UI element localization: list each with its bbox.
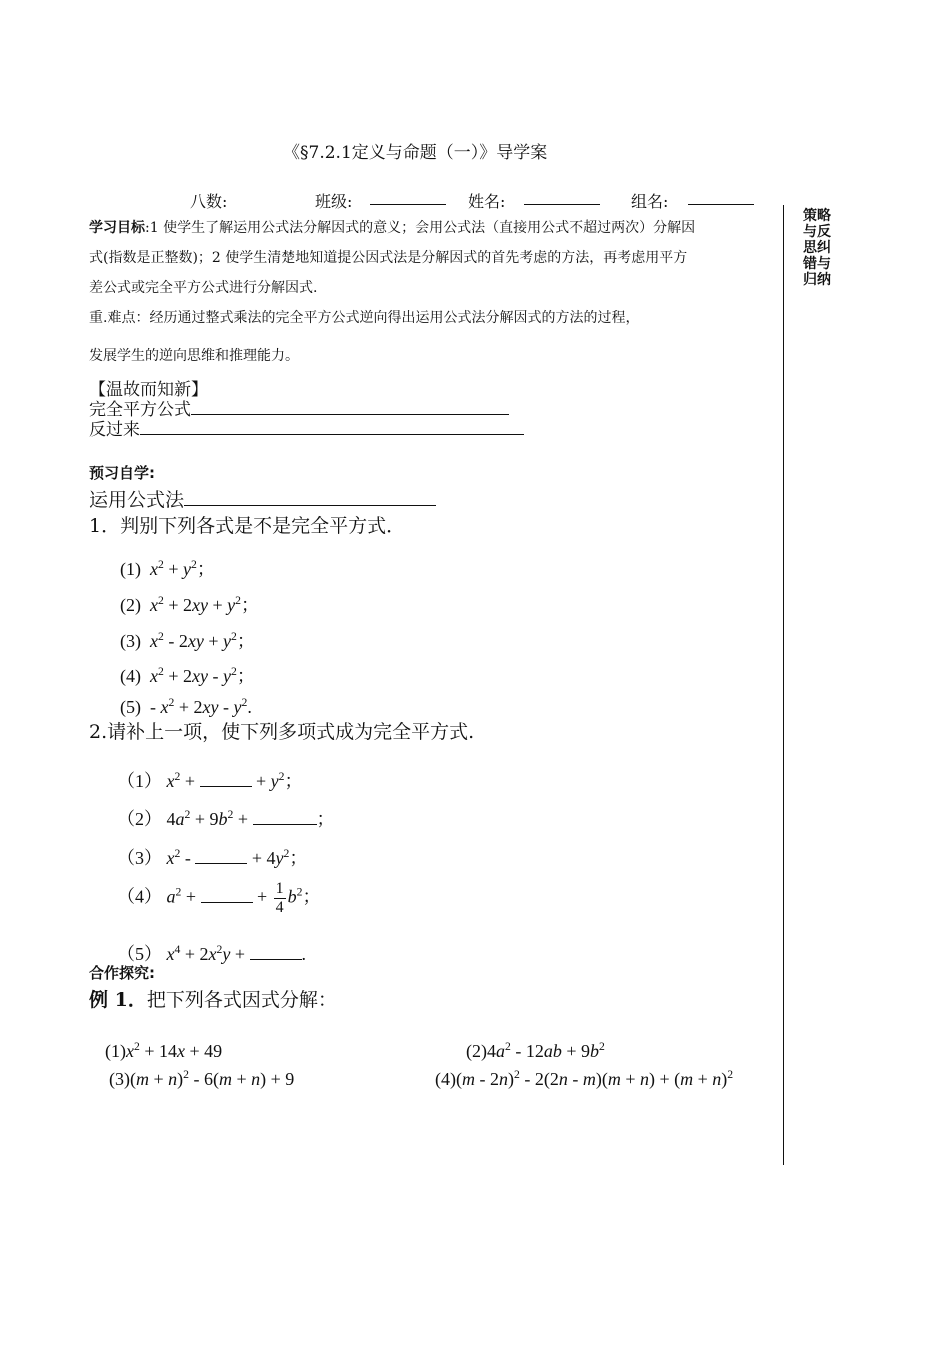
review-line-2 xyxy=(89,415,524,440)
group-label: 组名: xyxy=(631,192,669,211)
class-field[interactable] xyxy=(370,190,446,205)
review-line-1-label: 完全平方公式 xyxy=(89,400,191,420)
example-item-3: $(3)(m + n)^2 - 6(m + n) + 9$ xyxy=(109,1068,295,1089)
q1-item-3: (3) $x^2 - 2xy + y^2$； xyxy=(120,630,255,651)
name-field[interactable] xyxy=(524,190,600,205)
side-note-line: 错与 xyxy=(803,256,831,272)
side-note-line: 策略 xyxy=(803,208,831,224)
method-blank[interactable] xyxy=(184,487,436,506)
key-points-line-2: 发展学生的逆向思维和推理能力。 xyxy=(89,348,299,364)
example-item-2: $(2)4a^2 - 12ab + 9b^2$ xyxy=(466,1040,605,1061)
q2-item-3: （3） $x^2$ - + $4y^2$； xyxy=(117,847,308,868)
name-label: 姓名: xyxy=(468,192,506,211)
class-label: 班级: xyxy=(315,192,353,211)
q2-item-5: （5） $x^4 + 2x^2y$ + . xyxy=(117,943,306,964)
review-heading: 【温故而知新】 xyxy=(89,380,208,400)
question-2: 2.请补上一项，使下列多项式成为完全平方式. xyxy=(89,721,475,743)
group-field[interactable] xyxy=(688,190,754,205)
review-line-2-label: 反过来 xyxy=(89,420,140,440)
objectives-text: :1 使学生了解运用公式法分解因式的意义；会用公式法（直接用公式不超过两次）分解因 xyxy=(145,220,696,236)
q1-item-5: $(5) - x^2 + 2xy - y^2$. xyxy=(120,696,252,717)
preview-heading: 预习自学: xyxy=(89,464,155,482)
review-blank-1[interactable] xyxy=(191,400,509,415)
q2-blank-2[interactable] xyxy=(253,810,317,825)
q2-item-2: （2） $4a^2 + 9b^2$ + ； xyxy=(117,808,335,829)
coop-heading: 合作探究: xyxy=(89,964,155,982)
side-note-line: 思纠 xyxy=(803,240,831,256)
objectives-line-3: 差公式或完全平方公式进行分解因式. xyxy=(89,280,318,296)
question-1: 1．判别下列各式是不是完全平方式． xyxy=(89,515,406,537)
side-note-line: 与反 xyxy=(803,224,831,240)
example-text: 把下列各式因式分解： xyxy=(146,989,337,1011)
example-1 xyxy=(89,985,337,1012)
side-note xyxy=(803,208,831,288)
q2-blank-4[interactable] xyxy=(201,888,253,903)
example-item-4: $(4)(m - 2n)^2 - 2(2n - m)(m + n) + (m + n)^2$ xyxy=(435,1068,734,1089)
objectives-label: 学习目标 xyxy=(89,220,145,236)
objectives-line-1 xyxy=(89,217,695,237)
q2-item-1: （1） $x^2$ + + $y^2$； xyxy=(117,770,303,791)
example-item-1: $(1)x^2 + 14x + 49$ xyxy=(105,1040,223,1061)
q2-item-4: （4） $a^2$ + + $\frac{1}{4}$ $b^2$； xyxy=(117,880,321,916)
q2-blank-5[interactable] xyxy=(250,945,302,960)
method-label: 运用公式法 xyxy=(89,489,185,511)
margin-divider xyxy=(783,205,784,1165)
method-line xyxy=(89,485,436,512)
review-blank-2[interactable] xyxy=(140,420,524,435)
fraction: $\frac{1}{4}$ xyxy=(275,880,284,916)
q1-item-4: (4) $x^2 + 2xy - y^2$； xyxy=(120,665,255,686)
objectives-line-2: 式(指数是正整数)；2 使学生清楚地知道提公因式法是分解因式的首先考虑的方法，再考虑用平方 xyxy=(89,250,688,266)
example-label: 例 1． xyxy=(89,989,147,1011)
q1-item-2: (2) $x^2 + 2xy + y^2$； xyxy=(120,594,259,615)
side-note-line: 归纳 xyxy=(803,272,831,288)
q2-blank-1[interactable] xyxy=(200,772,252,787)
q1-item-1: (1) $x^2 + y^2$； xyxy=(120,558,215,579)
grade-label: 八数: xyxy=(190,192,228,211)
key-points-line-1: 重.难点：经历通过整式乘法的完全平方公式逆向得出运用公式法分解因式的方法的过程， xyxy=(89,310,640,326)
page-title: 《§7.2.1定义与命题（一）》导学案 xyxy=(283,143,548,163)
q2-blank-3[interactable] xyxy=(195,849,247,864)
